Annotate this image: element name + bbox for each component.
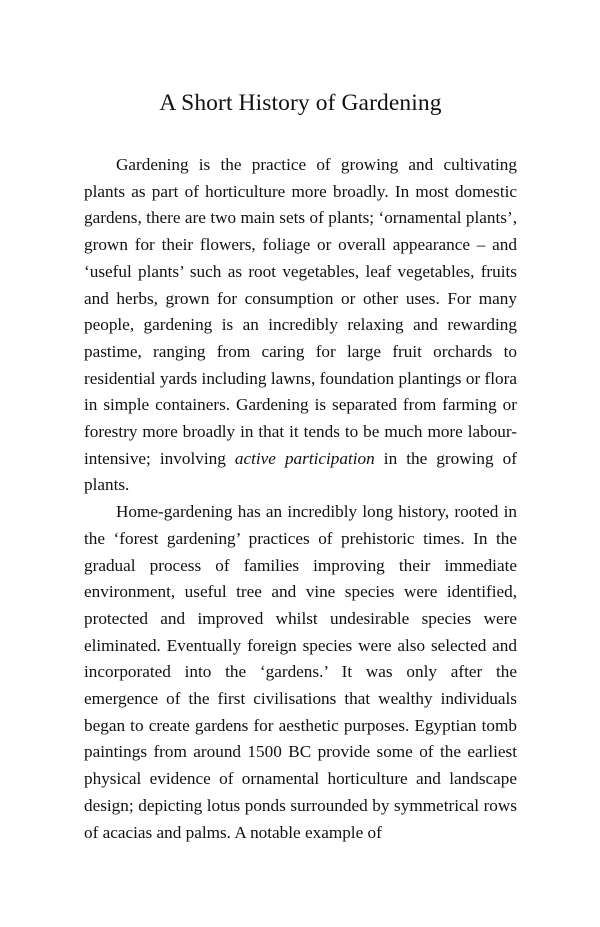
paragraph-1-text-after: in the growing of plants. [84, 448, 517, 495]
page-title: A Short History of Gardening [159, 90, 442, 116]
paragraph-1-emphasis: active participation [234, 448, 375, 468]
paragraph-1-text-before: Gardening is the practice of growing and cultivating plants as part of horticulture more broadly. In most domestic gardens, there are two main sets of plants; ‘ornamental plants’, grown for their flowers, foliage or overall appearance – and ‘useful plants’ such as root vegetables, leaf vegetables, fruits and herbs, grown for consumption or other uses. For many people, gardening is an incredibly relaxing and rewarding pastime, ranging from caring for large fruit orchards to residential yards including lawns, foundation plantings or flora in simple containers. Gardening is separated from farming or forestry more broadly in that it tends to be much more labour-intensive; involving [84, 155, 517, 468]
paragraph-2: Home-gardening has an incredibly long history, rooted in the ‘forest gardening’ practices of prehistoric times. In the gradual process of families improving their immediate environment, useful tree and vine species were identified, protected and improved whilst undesirable species were eliminated. Eventually foreign species were also selected and incorporated into the ‘gardens.’ It was only after the emergence of the first civilisations that wealthy individuals began to create gardens for aesthetic purposes. Egyptian tomb paintings from around 1500 BC provide some of the earliest physical evidence of ornamental horticulture and landscape design; depicting lotus ponds surrounded by symmetrical rows of acacias and palms. A notable example of [84, 502, 517, 842]
paragraph-1 [84, 152, 517, 499]
